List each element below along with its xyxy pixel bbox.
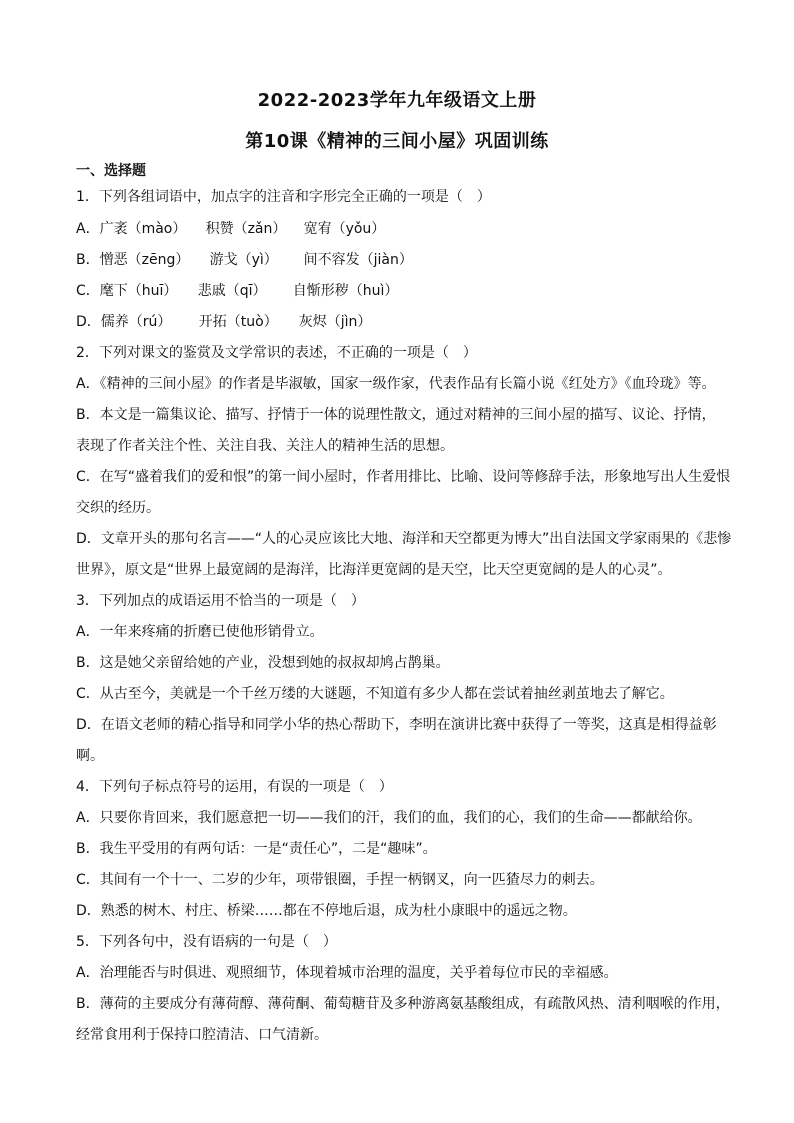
option-word: 憎恶（zēng）: [99, 252, 190, 268]
option-label: B．: [76, 252, 100, 268]
option-label: D．: [76, 314, 101, 330]
q3-stem: 3．下列加点的成语运用不恰当的一项是（ ）: [76, 593, 365, 609]
q5-stem: 5．下列各句中，没有语病的一句是（ ）: [76, 934, 337, 950]
q2-option-b-line2: 表现了作者关注个性、关注自我、关注人的精神生活的思想。: [76, 438, 454, 454]
q1-option-b: [76, 251, 413, 269]
q3-option-b: B．这是她父亲留给她的产业，没想到她的叔叔却鸠占鹊巢。: [76, 655, 450, 671]
option-word: 开拓（tuò）: [198, 314, 278, 330]
q3-option-c: C．从古至今，美就是一个千丝万缕的大谜题，不知道有多少人都在尝试着抽丝剥茧地去了解它。: [76, 686, 674, 702]
q1-option-d: [76, 313, 371, 331]
q1-option-c: [76, 282, 398, 300]
option-word: 宽宥（yǒu）: [303, 221, 386, 237]
q4-option-d: D．熟悉的树木、村庄、桥梁……都在不停地后退，成为杜小康眼中的遥远之物。: [76, 903, 577, 919]
option-word: 积赞（zǎn）: [205, 221, 287, 237]
option-word: 游戈（yì）: [209, 252, 278, 268]
option-word: 灰烬（jìn）: [298, 314, 372, 330]
option-word: 儒养（rú）: [100, 314, 172, 330]
option-word: 悲戚（qī）: [197, 283, 267, 299]
q2-option-a: A．《精神的三间小屋》的作者是毕淑敏，国家一级作家，代表作品有长篇小说《红处方》《血玲珑》等。: [76, 376, 716, 392]
q3-option-d-line1: D．在语文老师的精心指导和同学小华的热心帮助下，李明在演讲比赛中获得了一等奖，这真是相得益彰: [76, 717, 717, 733]
q4-stem: 4．下列句子标点符号的运用，有误的一项是（ ）: [76, 779, 393, 795]
option-word: 自惭形秽（huì）: [292, 283, 399, 299]
q4-option-b: B．我生平受用的有两句话：一是“责任心”，二是“趣味”。: [76, 841, 437, 857]
lesson-subtitle: 第10课《精神的三间小屋》巩固训练: [245, 131, 549, 152]
q1-option-a: [76, 220, 385, 238]
q2-option-c-line2: 交织的经历。: [76, 500, 160, 516]
option-word: 间不容发（jiàn）: [303, 252, 413, 268]
q3-option-a: A．一年来疼痛的折磨已使他形销骨立。: [76, 624, 324, 640]
document-title: 2022-2023学年九年级语文上册: [257, 90, 537, 111]
q4-option-a: A．只要你肯回来，我们愿意把一切——我们的汗，我们的血，我们的心，我们的生命——都献给你。: [76, 810, 702, 826]
option-label: A．: [76, 221, 100, 237]
q2-option-c-line1: C．在写“盛着我们的爱和恨”的第一间小屋时，作者用排比、比喻、设问等修辞手法，形象地写出人生爱恨: [76, 469, 731, 485]
q5-option-b-line1: B．薄荷的主要成分有薄荷醇、薄荷酮、葡萄糖苷及多种游离氨基酸组成，有疏散风热、清利咽喉的作用，: [76, 996, 730, 1012]
option-word: 麾下（huī）: [99, 283, 178, 299]
section-heading: 一、选择题: [76, 163, 146, 179]
option-label: C．: [76, 283, 100, 299]
q1-stem: 1．下列各组词语中，加点字的注音和字形完全正确的一项是（ ）: [76, 189, 491, 205]
q2-option-b-line1: B．本文是一篇集议论、描写、抒情于一体的说理性散文，通过对精神的三间小屋的描写、议论、抒情，: [76, 407, 716, 423]
option-word: 广袤（mào）: [99, 221, 187, 237]
q2-option-d-line2: 世界》，原文是“世界上最宽阔的是海洋，比海洋更宽阔的是天空，比天空更宽阔的是人的心灵”。: [76, 562, 672, 578]
q2-option-d-line1: D．文章开头的那句名言——“人的心灵应该比大地、海洋和天空都更为博大”出自法国文学家雨果的《悲惨: [76, 531, 732, 547]
q2-stem: 2．下列对课文的鉴赏及文学常识的表述，不正确的一项是（ ）: [76, 345, 477, 361]
q4-option-c: C．其间有一个十一、二岁的少年，项带银圈，手捏一柄钢叉，向一匹猹尽力的刺去。: [76, 872, 604, 888]
q3-option-d-line2: 啊。: [76, 748, 104, 764]
q5-option-b-line2: 经常食用利于保持口腔清洁、口气清新。: [76, 1027, 328, 1043]
q5-option-a: A．治理能否与时俱进、观照细节，体现着城市治理的温度，关乎着每位市民的幸福感。: [76, 965, 618, 981]
